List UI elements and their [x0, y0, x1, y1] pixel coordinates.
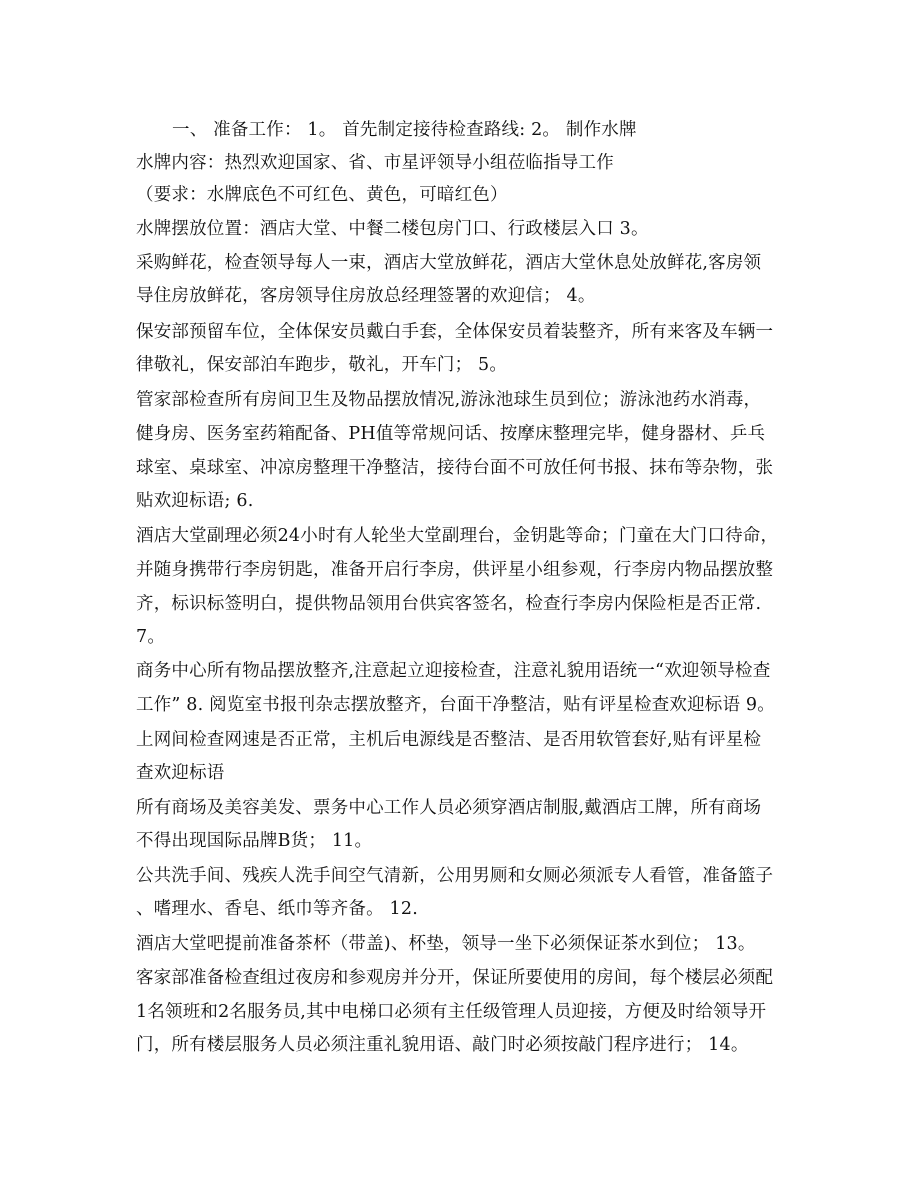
text-line: 并随身携带行李房钥匙，准备开启行李房，供评星小组参观，行李房内物品摆放整: [136, 560, 774, 580]
text-line: 、嗜理水、香皂、纸巾等齐备。 12.: [136, 899, 418, 919]
text-line: 球室、桌球室、冲凉房整理干净整洁，接待台面不可放任何书报、抹布等杂物，张: [136, 458, 774, 478]
text-line: 导住房放鲜花，客房领导住房放总经理签署的欢迎信； 4。: [136, 286, 596, 306]
text-line: 不得出现国际品牌B货； 11。: [136, 831, 373, 851]
text-line: 齐，标识标签明白，提供物品领用台供宾客签名，检查行李房内保险柜是否正常.: [136, 594, 762, 614]
text-line: 一、 准备工作： 1。 首先制定接待检查路线: 2。 制作水牌: [172, 120, 637, 140]
text-line: 贴欢迎标语; 6.: [136, 491, 254, 511]
text-line: 律敬礼，保安部泊车跑步，敬礼，开车门； 5。: [136, 355, 508, 375]
text-line: 1名领班和2名服务员,其中电梯口必须有主任级管理人员迎接，方便及时给领导开: [136, 1002, 767, 1022]
text-line: 酒店大堂吧提前准备茶杯（带盖)、杯垫，领导一坐下必须保证茶水到位； 13。: [136, 934, 756, 954]
text-line: 上网间检查网速是否正常，主机后电源线是否整洁、是否用软管套好,贴有评星检: [136, 730, 762, 750]
text-line: 采购鲜花，检查领导每人一束，酒店大堂放鲜花，酒店大堂休息处放鲜花,客房领: [136, 253, 762, 273]
text-line: 客家部准备检查组过夜房和参观房并分开，保证所要使用的房间，每个楼层必须配: [136, 968, 774, 988]
text-line: 所有商场及美容美发、票务中心工作人员必须穿酒店制服,戴酒店工牌，所有商场: [136, 798, 762, 818]
text-line: 水牌摆放位置：酒店大堂、中餐二楼包房门口、行政楼层入口 3。: [136, 219, 649, 239]
text-line: 水牌内容：热烈欢迎国家、省、市星评领导小组莅临指导工作: [136, 153, 614, 173]
text-line: 健身房、医务室药箱配备、PH值等常规问话、按摩床整理完毕，健身器材、乒乓: [136, 424, 766, 444]
text-line: 酒店大堂副理必须24小时有人轮坐大堂副理台，金钥匙等命；门童在大门口待命，: [136, 526, 779, 546]
text-line: 商务中心所有物品摆放整齐,注意起立迎接检查，注意礼貌用语统一“欢迎领导检查: [136, 661, 771, 681]
text-line: 工作” 8. 阅览室书报刊杂志摆放整齐，台面干净整洁，贴有评星检查欢迎标语 9。: [136, 695, 775, 715]
text-line: （要求：水牌底色不可红色、黄色，可暗红色）: [136, 185, 508, 205]
text-line: 公共洗手间、残疾人洗手间空气清新，公用男厕和女厕必须派专人看管，准备篮子: [136, 866, 774, 886]
text-line: 管家部检查所有房间卫生及物品摆放情况,游泳池球生员到位；游泳池药水消毒，: [136, 390, 762, 410]
text-line: 7。: [136, 627, 166, 647]
text-line: 查欢迎标语: [136, 763, 225, 783]
text-line: 门，所有楼层服务人员必须注重礼貌用语、敲门时必须按敲门程序进行； 14。: [136, 1035, 749, 1055]
text-line: 保安部预留车位，全体保安员戴白手套，全体保安员着装整齐，所有来客及车辆一: [136, 322, 774, 342]
